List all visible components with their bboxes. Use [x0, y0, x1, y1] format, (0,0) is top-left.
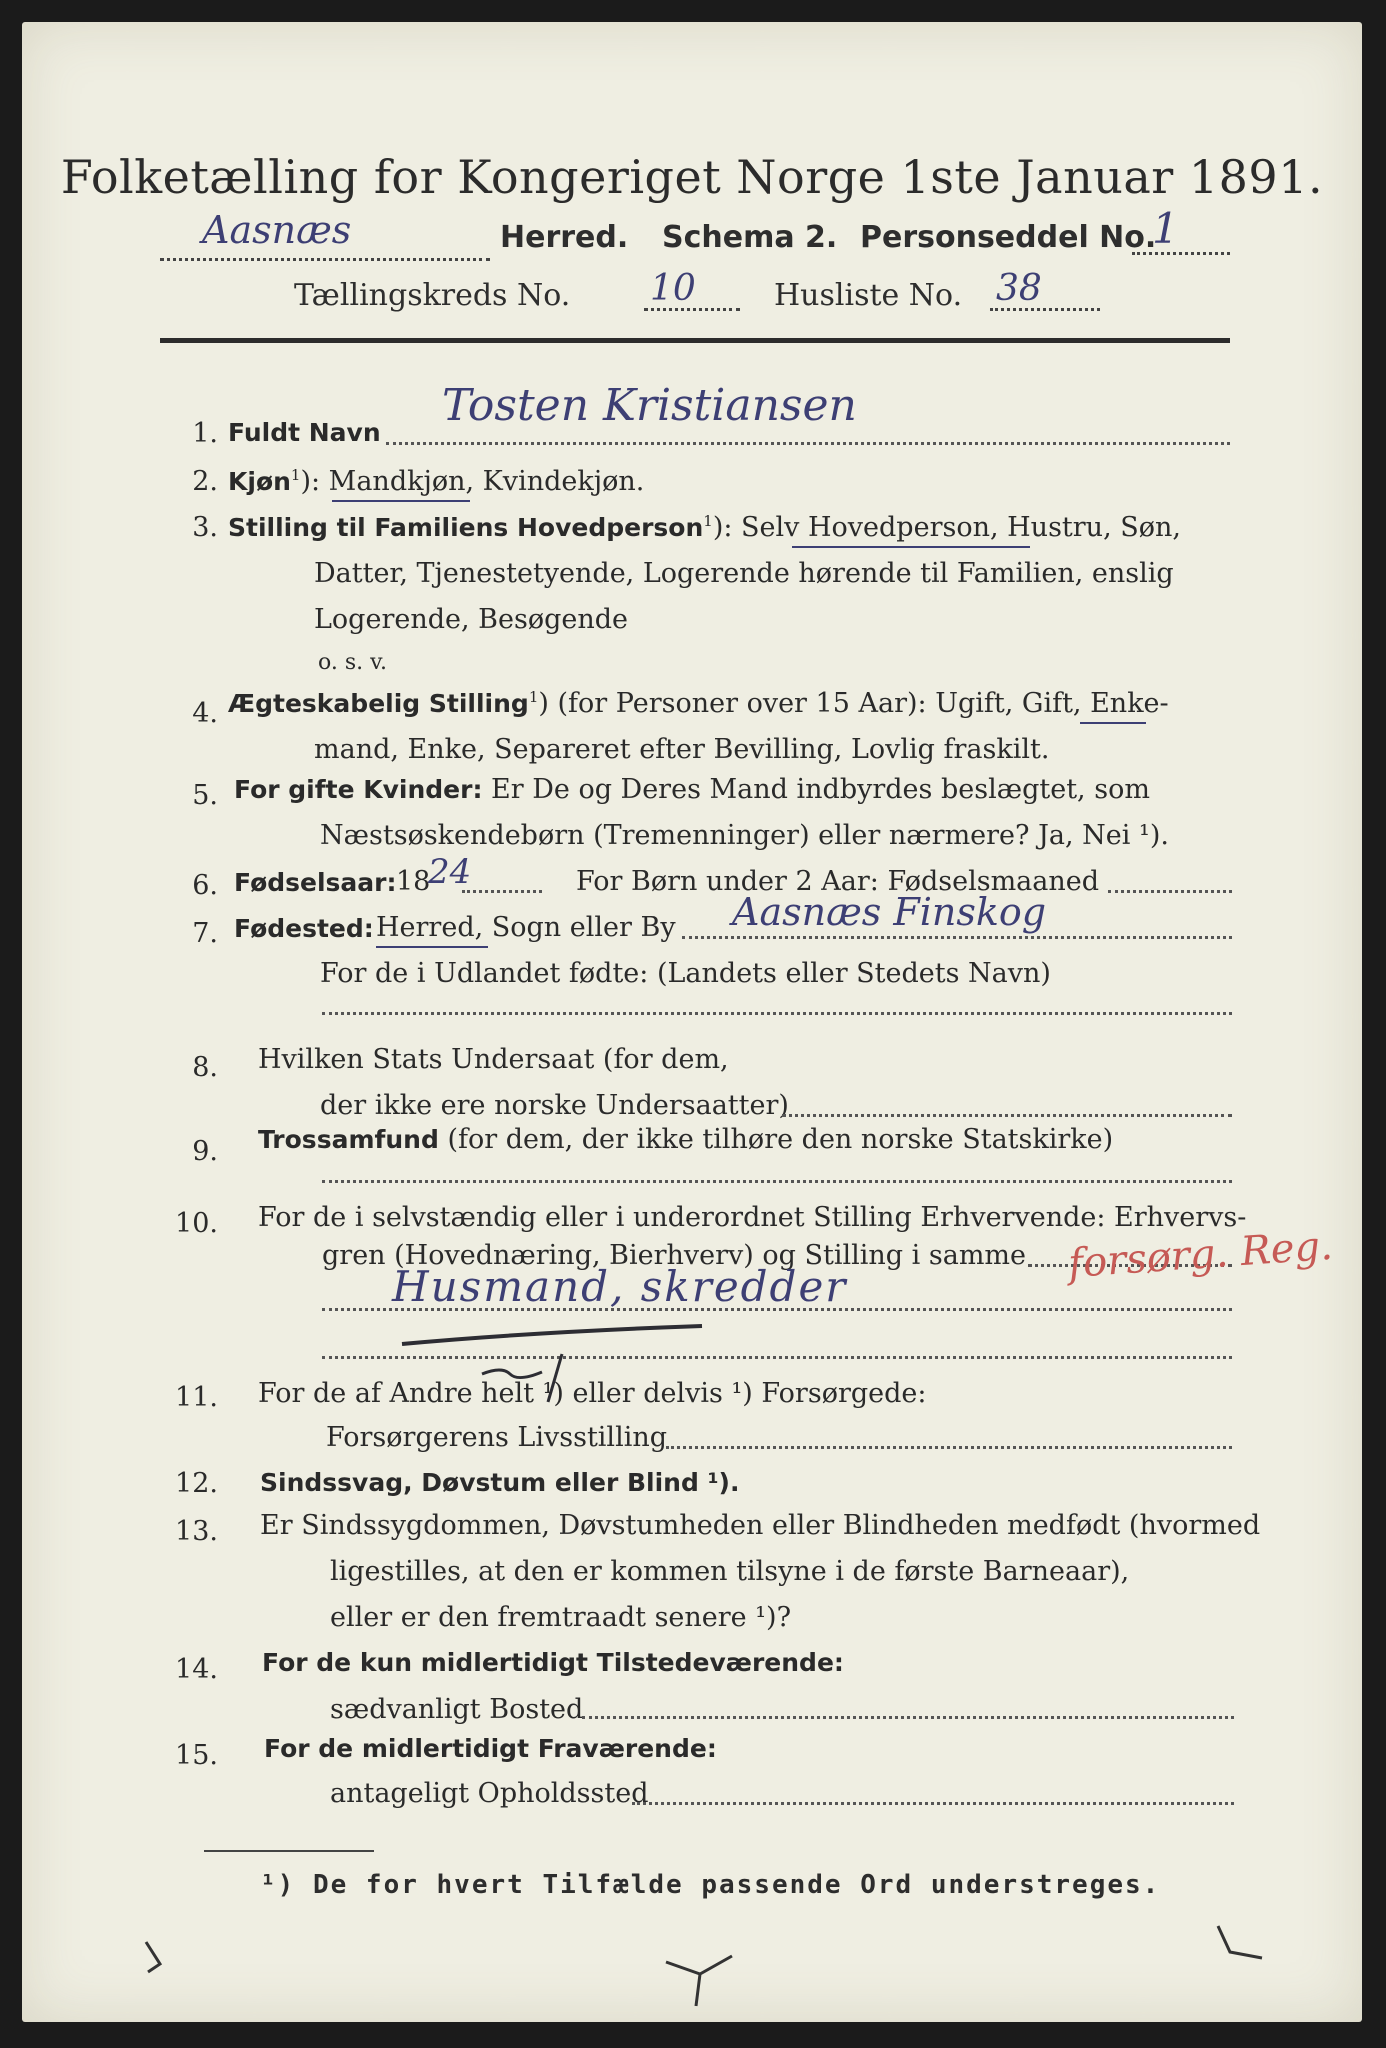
herred-label: Herred.: [500, 220, 629, 255]
husliste-label: Husliste No.: [774, 278, 963, 313]
item-13-number: 13.: [175, 1516, 218, 1547]
item-3-options: ): Selv Hovedperson, Hustru, Søn,: [712, 512, 1181, 543]
item-4-number: 4.: [192, 698, 218, 729]
item-6-prefix: 18: [396, 866, 431, 897]
item-5-question: Er De og Deres Mand indbyrdes beslægtet, som: [491, 774, 1150, 805]
kreds-no: 10: [650, 268, 696, 309]
item-3-line4: o. s. v.: [318, 650, 387, 675]
item-10-number: 10.: [175, 1208, 218, 1239]
item-6-month-fill: [1108, 890, 1232, 893]
item-14-label: For de kun midlertidigt Tilstedeværende:: [262, 1648, 844, 1677]
item-4-text: Ægteskabelig Stilling$^1$) (for Personer over 15 Aar): Ugift, Gift, Enke-: [228, 688, 1169, 719]
binding-mark-left: [140, 1938, 180, 1978]
item-7-number: 7.: [192, 918, 218, 949]
item-7-label: Fødested:: [234, 914, 374, 943]
item-3-line3: Logerende, Besøgende: [314, 604, 628, 635]
item-2-text: Kjøn$^1$): Mandkjøn, Kvindekjøn.: [228, 466, 645, 497]
item-5-text: [234, 774, 1150, 805]
item-6-year: 24: [428, 852, 472, 892]
form-title: Folketælling for Kongeriget Norge 1ste Januar 1891.: [60, 150, 1324, 204]
personseddel-label: Personseddel No.: [860, 220, 1157, 255]
census-form-sheet: [22, 22, 1362, 2022]
item-9-label: Trossamfund: [258, 1125, 439, 1154]
item-2-number: 2.: [192, 466, 218, 497]
item-7-options: Herred, Sogn eller By: [376, 912, 676, 943]
item-11-line2: Forsørgerens Livsstilling: [326, 1422, 668, 1453]
item-7-underline-herred: [376, 946, 488, 948]
item-2-underline-mandkjon: [332, 500, 470, 502]
item-13-line3: eller er den fremtraadt senere ¹)?: [330, 1602, 792, 1633]
item-1-label: Fuldt Navn: [228, 418, 381, 447]
item-8-fill: [782, 1114, 1232, 1117]
item-1-number: 1.: [192, 418, 218, 449]
item-14-line2: sædvanligt Bosted: [330, 1694, 584, 1725]
item-3-label: Stilling til Familiens Hovedperson: [228, 513, 704, 542]
item-6-number: 6.: [192, 870, 218, 901]
item-7-fill: [682, 936, 1232, 939]
personseddel-fill: [1132, 222, 1230, 255]
item-7-foreign-fill: [322, 1012, 1232, 1015]
item-6-year-fill: [462, 890, 542, 893]
item-10-label: For de i selvstændig eller i underordnet Stilling Erhvervende: Erhvervs-: [258, 1202, 1247, 1233]
item-9-text: [258, 1124, 1113, 1155]
item-10-note: forsørg. Reg.: [1066, 1222, 1335, 1288]
item-11-number: 11.: [175, 1382, 218, 1413]
footnote-rule: [204, 1850, 374, 1852]
item-12-number: 12.: [175, 1468, 218, 1499]
item-8-line2: der ikke ere norske Undersaatter): [320, 1090, 789, 1121]
item-10-value: Husmand, skredder: [392, 1262, 848, 1311]
item-8-label: Hvilken Stats Undersaat (for dem,: [258, 1044, 729, 1075]
item-1-fill: [386, 442, 1230, 445]
item-2-options: ): Mandkjøn, Kvindekjøn.: [300, 466, 645, 497]
item-2-label: Kjøn: [228, 467, 291, 496]
item-15-number: 15.: [175, 1740, 218, 1771]
herred-name: Aasnæs: [202, 208, 352, 252]
item-15-line2: antageligt Opholdssted: [330, 1778, 649, 1809]
item-14-number: 14.: [175, 1654, 218, 1685]
item-9-fill: [322, 1180, 1232, 1183]
item-13-line2: ligestilles, at den er kommen tilsyne i de første Barneaar),: [330, 1556, 1130, 1587]
item-5-number: 5.: [192, 780, 218, 811]
item-4-options: ) (for Personer over 15 Aar): Ugift, Gift, Enke-: [538, 688, 1169, 719]
item-14-fill: [582, 1716, 1234, 1719]
footnote: ¹) De for hvert Tilfælde passende Ord understreges.: [260, 1870, 1161, 1900]
item-10-line2: gren (Hovednæring, Bierhverv) og Stilling i samme: [322, 1240, 1027, 1271]
item-15-label: For de midlertidigt Fraværende:: [264, 1734, 717, 1763]
schema-label: Schema 2.: [662, 220, 838, 255]
item-8-number: 8.: [192, 1052, 218, 1083]
item-11-label: For de af Andre helt ¹) eller delvis ¹) Forsørgede:: [258, 1378, 927, 1409]
kreds-label: Tællingskreds No.: [294, 278, 571, 313]
item-4-label: Ægteskabelig Stilling: [228, 689, 529, 718]
item-3-text: Stilling til Familiens Hovedperson$^1$): Selv Hovedperson, Hustru, Søn,: [228, 512, 1181, 543]
item-6-children: For Børn under 2 Aar: Fødselsmaaned: [576, 866, 1100, 897]
item-7-line2: For de i Udlandet fødte: (Landets eller Stedets Navn): [320, 958, 1051, 989]
item-13-label: Er Sindssygdommen, Døvstumheden eller Blindheden medfødt (hvormed: [260, 1510, 1261, 1541]
item-9-number: 9.: [192, 1136, 218, 1167]
binding-mark-center: [662, 1952, 742, 2012]
item-3-line2: Datter, Tjenestetyende, Logerende hørende til Familien, enslig: [314, 558, 1174, 589]
item-5-label: For gifte Kvinder:: [234, 775, 483, 804]
item-11-fill: [666, 1446, 1232, 1449]
item-3-number: 3.: [192, 512, 218, 543]
header-rule: [160, 338, 1230, 343]
item-4-line2: mand, Enke, Separeret efter Bevilling, Lovlig fraskilt.: [314, 734, 1050, 765]
item-9-question: (for dem, der ikke tilhøre den norske Statskirke): [447, 1124, 1114, 1155]
item-6-label: Fødselsaar:: [234, 868, 397, 897]
item-12-label: Sindssvag, Døvstum eller Blind ¹).: [260, 1468, 740, 1497]
item-15-fill: [632, 1802, 1234, 1805]
item-4-underline-gift: [1080, 722, 1146, 724]
item-7-value: Aasnæs Finskog: [732, 890, 1047, 934]
item-1-value: Tosten Kristiansen: [442, 380, 857, 431]
husliste-no: 38: [996, 268, 1042, 309]
item-3-underline-selv: [792, 546, 1030, 548]
binding-mark-right: [1212, 1922, 1272, 1982]
item-5-line2: Næstsøskendebørn (Tremenninger) eller nærmere? Ja, Nei ¹).: [320, 820, 1169, 851]
personseddel-no: 1: [1152, 204, 1179, 253]
